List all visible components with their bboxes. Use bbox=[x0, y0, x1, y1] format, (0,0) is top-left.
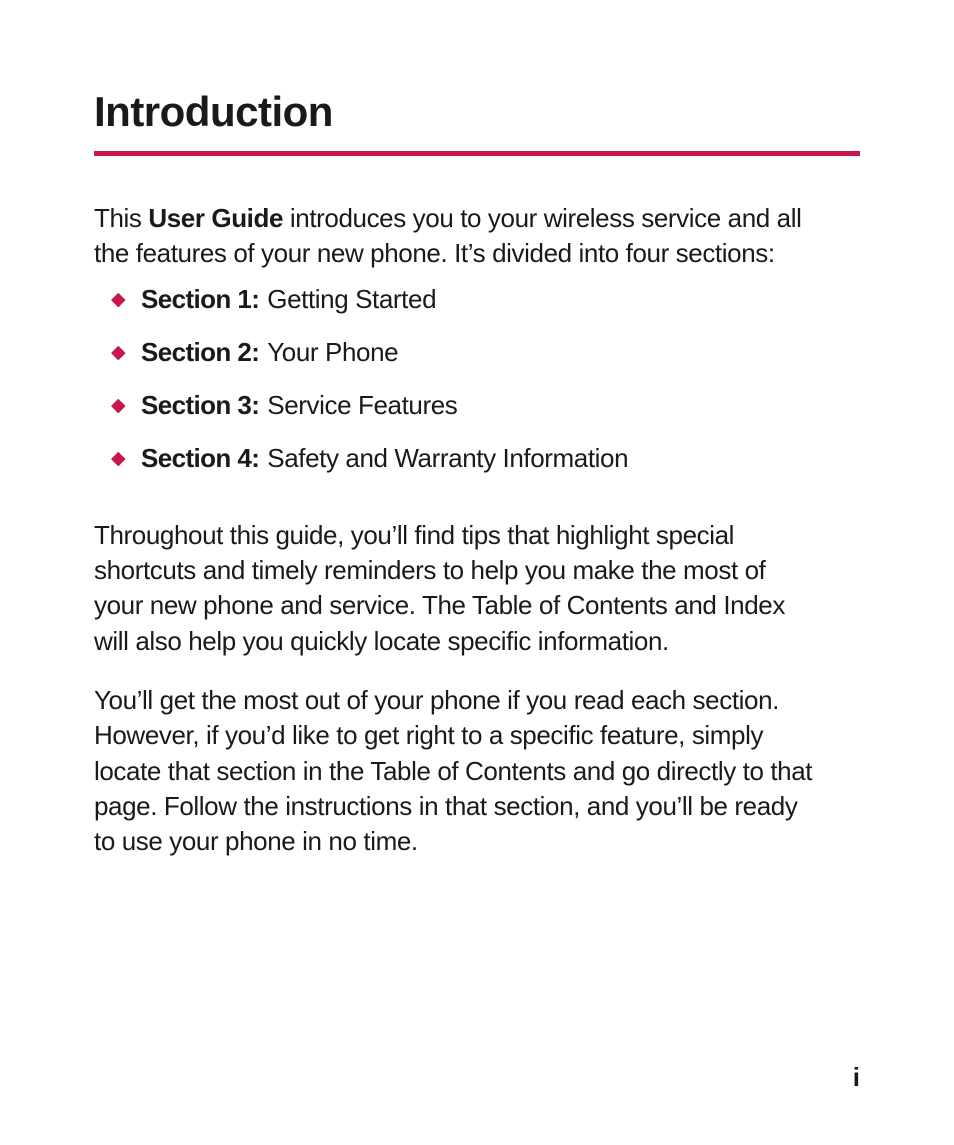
page-number: i bbox=[852, 1062, 860, 1092]
diamond-icon: ◆ bbox=[111, 395, 126, 417]
intro-suffix: introduces you to your wireless service and all the features of your new phone. It’s divided into four sections: bbox=[94, 203, 802, 269]
page-title: Introduction bbox=[94, 88, 333, 135]
title-divider bbox=[94, 151, 860, 156]
section-item-4 bbox=[94, 441, 814, 494]
user-guide-emphasis: User Guide bbox=[148, 203, 284, 233]
diamond-icon: ◆ bbox=[111, 288, 126, 310]
section-label: Section 1: bbox=[141, 283, 260, 314]
section-label: Section 2: bbox=[141, 336, 260, 367]
diamond-icon: ◆ bbox=[111, 341, 126, 363]
usage-paragraph: You’ll get the most out of your phone if you read each section. However, if you’d like to get right to a specific feature, simply locate that section in the Table of Contents and go directly to that page. Follow the instructions in that section, and you’ll be ready to use your phone in no time. bbox=[94, 684, 813, 857]
section-item-2 bbox=[94, 335, 814, 388]
section-item-1 bbox=[94, 282, 814, 335]
section-label: Section 4: bbox=[141, 443, 260, 474]
section-item-3 bbox=[94, 388, 814, 441]
page-body bbox=[94, 201, 814, 859]
section-title: Your Phone bbox=[267, 336, 399, 367]
section-list bbox=[94, 282, 814, 495]
section-title: Service Features bbox=[267, 390, 458, 421]
section-label: Section 3: bbox=[141, 390, 260, 421]
intro-prefix: This bbox=[94, 203, 149, 233]
diamond-icon: ◆ bbox=[111, 448, 126, 470]
section-title: Getting Started bbox=[267, 283, 437, 314]
section-title: Safety and Warranty Information bbox=[267, 443, 629, 474]
intro-paragraph bbox=[94, 201, 814, 272]
tips-paragraph: Throughout this guide, you’ll find tips that highlight special shortcuts and timely reminders to help you make the most of your new phone and service. The Table of Contents and Index will also help you quickly locate specific information. bbox=[94, 519, 785, 656]
